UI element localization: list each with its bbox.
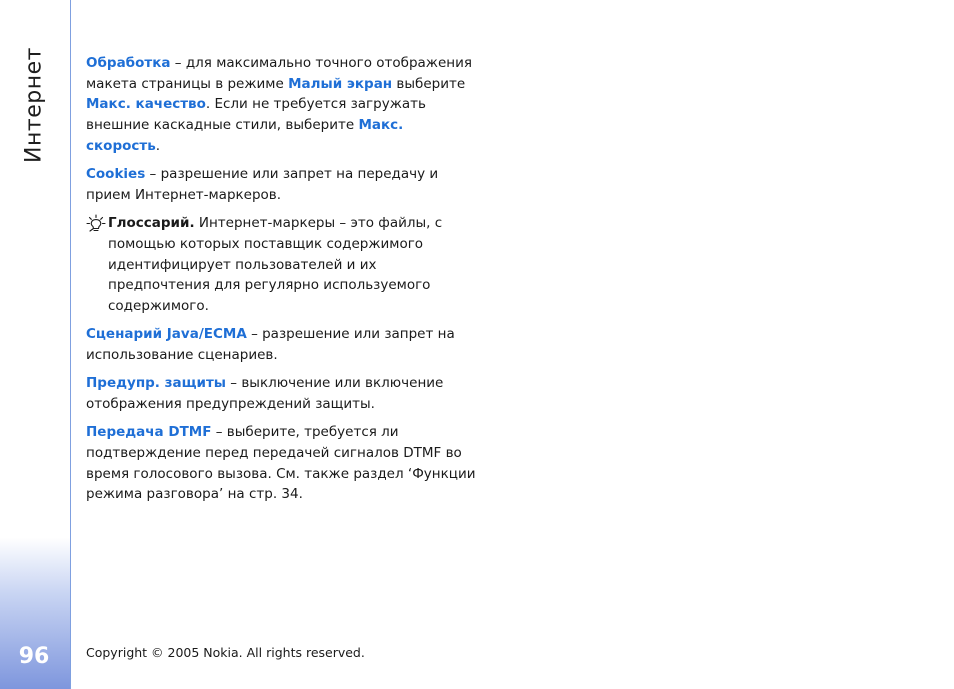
- entry-cookies: [86, 164, 476, 205]
- entry-text: .: [155, 137, 161, 154]
- term-java-ecma: Сценарий Java/ECMA: [86, 326, 247, 343]
- tip-title: Глоссарий.: [108, 215, 195, 232]
- entry-processing: [86, 53, 476, 157]
- tip-text: Интернет-маркеры – это файлы, с помощью которых поставщик содержимого идентифицирует пользователей и их предпочтения для регулярно используемого содержимого.: [108, 215, 443, 314]
- copyright-footer: Copyright © 2005 Nokia. All rights reserved.: [86, 645, 365, 660]
- main-content: [86, 53, 476, 513]
- term-max-speed: Макс. скорость: [86, 117, 404, 154]
- entry-text: – выключение или включение отображения предупреждений защиты.: [86, 375, 444, 412]
- term-dtmf: Передача DTMF: [86, 424, 212, 441]
- glossary-tip: [86, 213, 476, 317]
- entry-dtmf: [86, 422, 476, 505]
- section-title: Интернет: [21, 47, 47, 163]
- term-max-quality: Макс. качество: [86, 96, 206, 113]
- sidebar: [0, 0, 71, 689]
- entry-text: – разрешение или запрет на передачу и прием Интернет-маркеров.: [86, 166, 439, 203]
- term-processing: Обработка: [86, 55, 171, 71]
- entry-java-script: [86, 324, 476, 365]
- term-security-warnings: Предупр. защиты: [86, 375, 227, 392]
- term-cookies: Cookies: [86, 166, 146, 183]
- entry-security-warnings: [86, 373, 476, 414]
- entry-text: – выберите, требуется ли подтверждение перед передачей сигналов DTMF во время голосового вызова. См. также раздел ‘Функции режима разговора’ на стр. 34.: [86, 424, 476, 503]
- page-number: 96: [18, 644, 50, 669]
- entry-text: – для максимально точного отображения макета страницы в режиме: [86, 55, 472, 92]
- entry-text: . Если не требуется загружать внешние каскадные стили, выберите: [86, 96, 426, 134]
- term-small-screen: Малый экран: [288, 75, 393, 92]
- entry-text: выберите: [392, 75, 466, 92]
- entry-text: – разрешение или запрет на использование сценариев.: [86, 326, 455, 363]
- lightbulb-icon: [86, 214, 106, 234]
